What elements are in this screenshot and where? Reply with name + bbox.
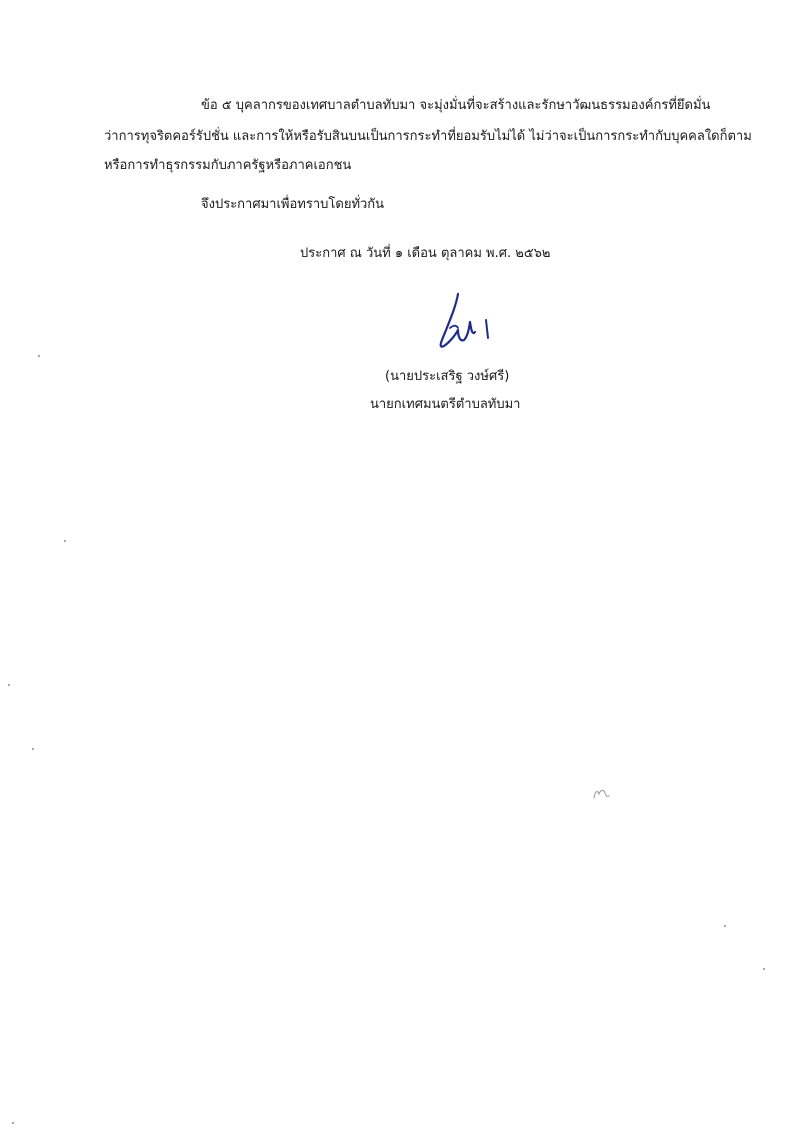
- paragraph-line-1: ข้อ ๕ บุคลากรของเทศบาลตำบลทับมา จะมุ่งมั่นที่จะสร้างและรักษาวัฒนธรรมองค์กรที่ยึดมั่น: [201, 98, 711, 113]
- scan-speck: [724, 925, 726, 927]
- handwritten-signature: [436, 290, 496, 352]
- signer-name: (นายประเสริฐ วงษ์ศรี): [385, 369, 510, 384]
- paragraph-line-2: ว่าการทุจริตคอร์รัปชั่น และการให้หรือรับสินบนเป็นการกระทำที่ยอมรับไม่ได้ ไม่ว่าจะเป็นการกระทำกับบุคคลใดก็ตาม: [104, 129, 752, 144]
- scan-speck: [38, 355, 40, 357]
- scan-speck: [32, 748, 34, 750]
- scan-speck: [12, 1122, 14, 1124]
- signer-title: นายกเทศมนตรีตำบลทับมา: [370, 397, 521, 412]
- scan-speck: [8, 684, 10, 686]
- stray-pen-mark: [592, 786, 612, 800]
- scan-speck: [763, 968, 765, 970]
- scan-speck: [64, 540, 66, 542]
- paragraph-line-3: หรือการทำธุรกรรมกับภาครัฐหรือภาคเอกชน: [104, 158, 352, 173]
- date-line: ประกาศ ณ วันที่ ๑ เดือน ตุลาคม พ.ศ. ๒๕๖๒: [300, 246, 551, 261]
- announcement-text: จึงประกาศมาเพื่อทราบโดยทั่วกัน: [201, 197, 385, 212]
